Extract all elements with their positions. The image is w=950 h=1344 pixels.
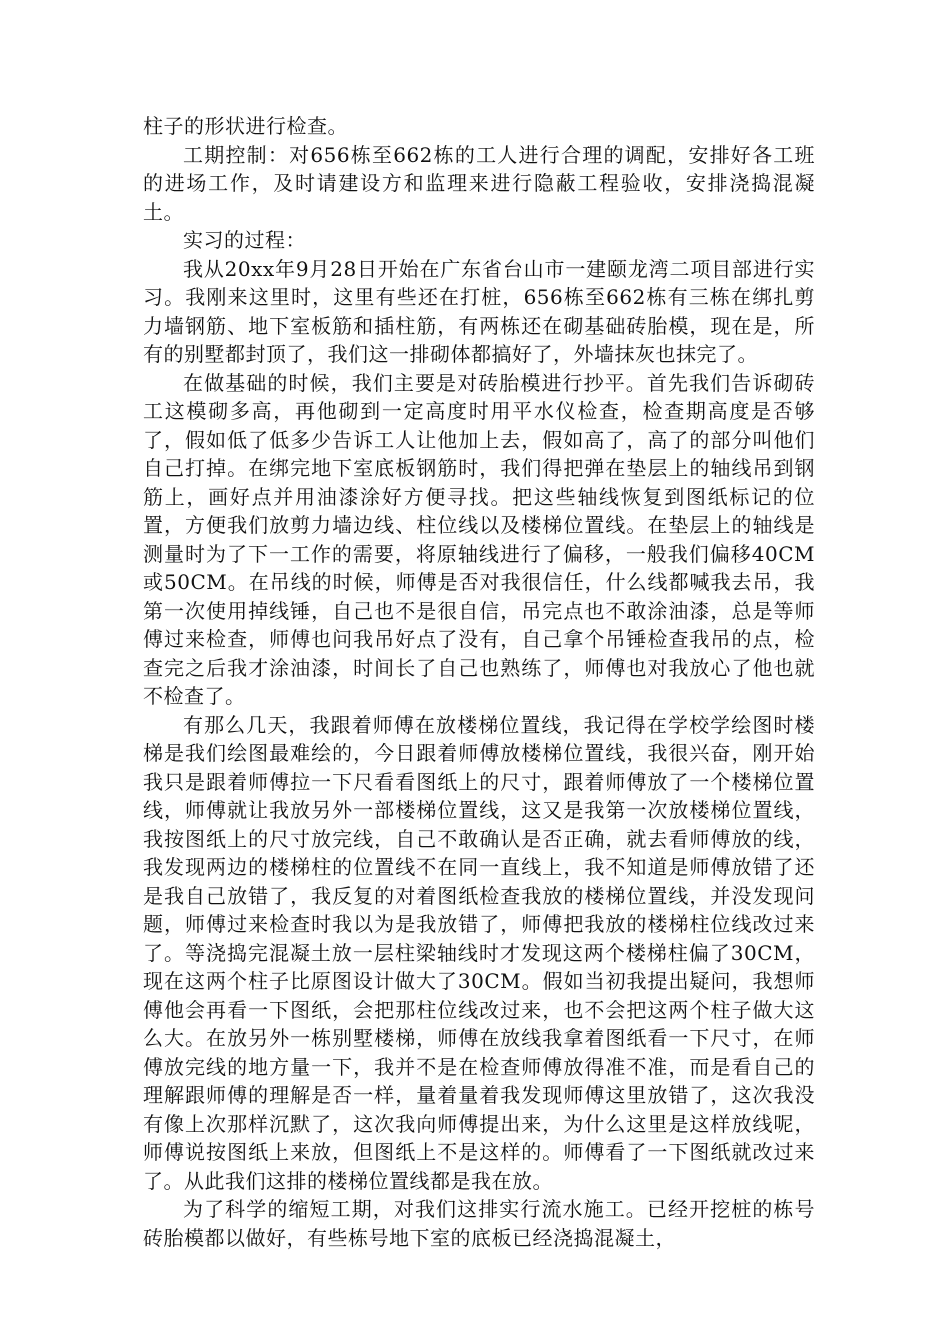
paragraph-continuation: 柱子的形状进行检查。 xyxy=(143,114,348,138)
paragraph-schedule-control: 工期控制：对656栋至662栋的工人进行合理的调配，安排好各工班的进场工作，及时请建设方和监理来进行隐蔽工程验收，安排浇捣混凝土。 xyxy=(143,142,815,224)
section-heading-internship-process: 实习的过程： xyxy=(183,228,306,252)
paragraph-foundation-work: 在做基础的时候，我们主要是对砖胎模进行抄平。首先我们告诉砌砖工这模砌多高，再他砌到一定高度时用平水仪检查，检查期高度是否够了，假如低了低多少告诉工人让他加上去，假如高了，高了的部分叫他们自己打掉。在绑完地下室底板钢筋时，我们得把弹在垫层上的轴线吊到钢筋上，画好点并用油漆涂好方便寻找。把这些轴线恢复到图纸标记的位置，方便我们放剪力墙边线、柱位线以及楼梯位置线。在垫层上的轴线是测量时为了下一工作的需要，将原轴线进行了偏移，一般我们偏移40CM或50CM。在吊线的时候，师傅是否对我很信任，什么线都喊我去吊，我第一次使用掉线锤，自己也不是很自信，吊完点也不敢涂油漆，总是等师傅过来检查，师傅也问我吊好点了没有，自己拿个吊锤检查我吊的点，检查完之后我才涂油漆，时间长了自己也熟练了，师傅也对我放心了他也就不检查了。 xyxy=(143,370,815,708)
paragraph-flow-construction: 为了科学的缩短工期，对我们这排实行流水施工。已经开挖桩的栋号砖胎模都以做好，有些栋号地下室的底板已经浇捣混凝土， xyxy=(143,1197,815,1250)
paragraph-internship-start: 我从20xx年9月28日开始在广东省台山市一建颐龙湾二项目部进行实习。我刚来这里时，这里有些还在打桩，656栋至662栋有三栋在绑扎剪力墙钢筋、地下室板筋和插柱筋，有两栋还在砌基础砖胎模，现在是，所有的别墅都封顶了，我们这一排砌体都搞好了，外墙抹灰也抹完了。 xyxy=(143,256,815,366)
document-body xyxy=(143,112,815,1252)
paragraph-stair-layout: 有那么几天，我跟着师傅在放楼梯位置线，我记得在学校学绘图时楼梯是我们绘图最难绘的，今日跟着师傅放楼梯位置线，我很兴奋，刚开始我只是跟着师傅拉一下尺看看图纸上的尺寸，跟着师傅放了一个楼梯位置线，师傅就让我放另外一部楼梯位置线，这又是我第一次放楼梯位置线，我按图纸上的尺寸放完线，自己不敢确认是否正确，就去看师傅放的线，我发现两边的楼梯柱的位置线不在同一直线上，我不知道是师傅放错了还是我自己放错了，我反复的对着图纸检查我放的楼梯位置线，并没发现问题，师傅过来检查时我以为是我放错了，师傅把我放的楼梯柱位线改过来了。等浇捣完混凝土放一层柱梁轴线时才发现这两个楼梯柱偏了30CM，现在这两个柱子比原图设计做大了30CM。假如当初我提出疑问，我想师傅他会再看一下图纸，会把那柱位线改过来，也不会把这两个柱子做大这么大。在放另外一栋别墅楼梯，师傅在放线我拿着图纸看一下尺寸，在师傅放完线的地方量一下，我并不是在检查师傅放得准不准，而是看自己的理解跟师傅的理解是否一样，量着量着我发现师傅这里放错了，这次我没有像上次那样沉默了，这次我向师傅提出来，为什么这里是这样放线呢，师傅说按图纸上来放，但图纸上不是这样的。师傅看了一下图纸就改过来了。从此我们这排的楼梯位置线都是我在放。 xyxy=(143,712,815,1193)
